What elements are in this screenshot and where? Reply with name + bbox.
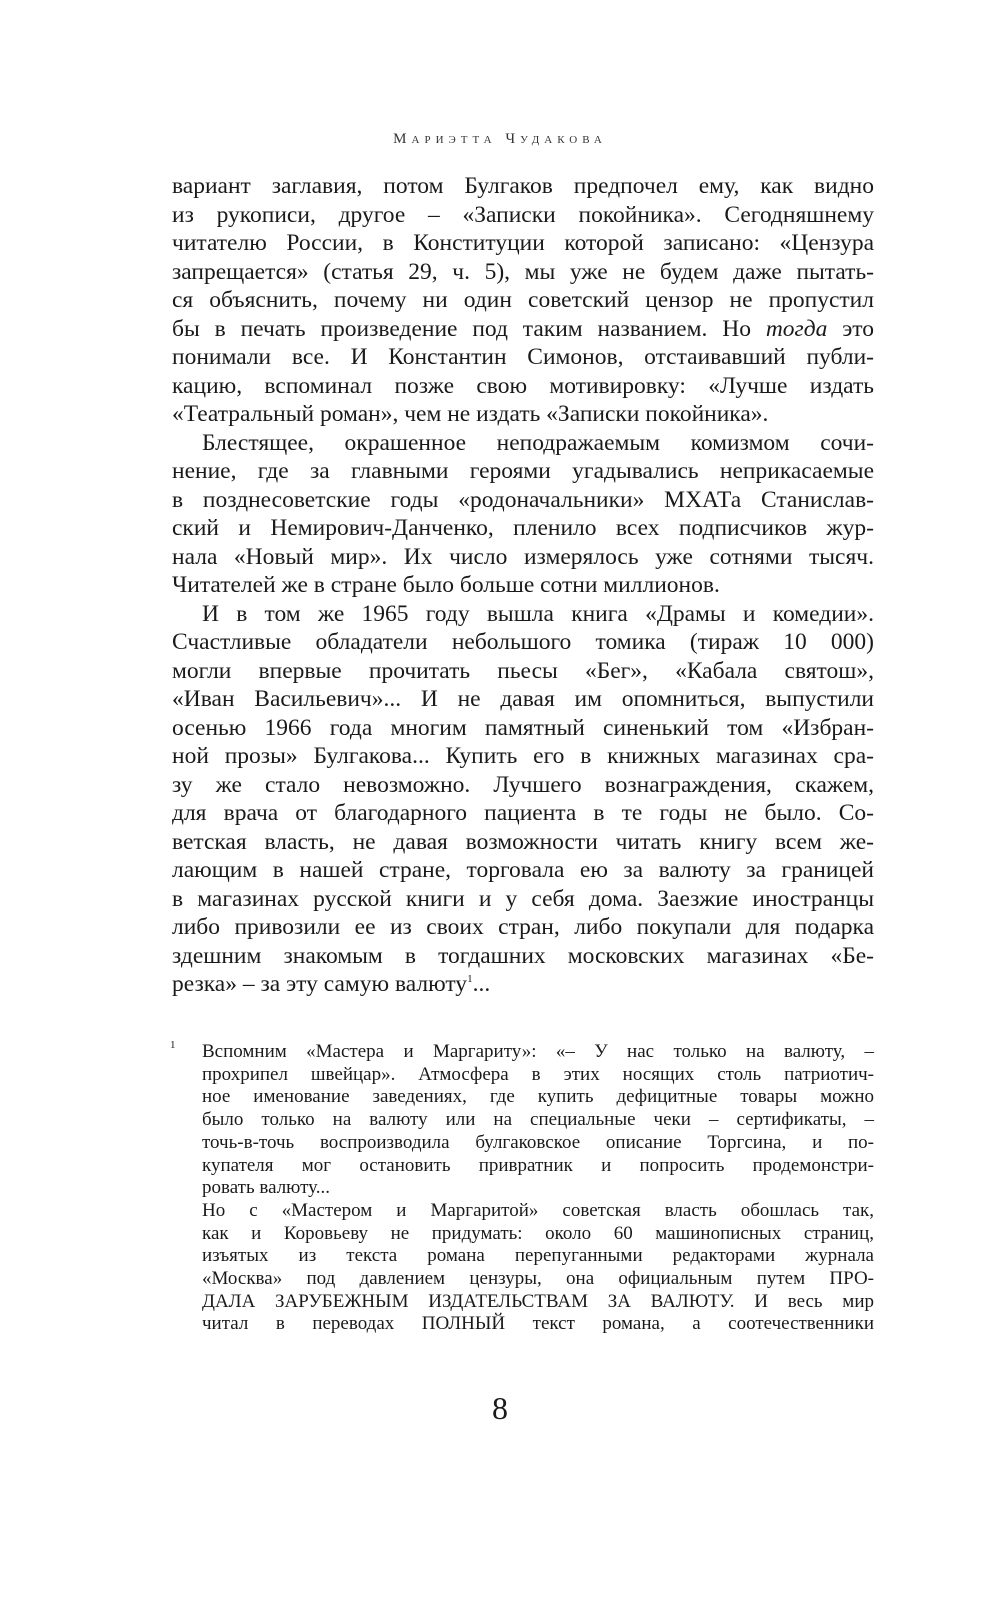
text-line: «Иван Васильевич»... И не давая им опомниться, выпустили (172, 686, 874, 712)
text-line: Блестящее, окрашенное неподражаемым комизмом сочи- (202, 429, 874, 456)
text-line: осенью 1966 года многим памятный синенький том «Избран- (172, 714, 874, 741)
text-line: ветская власть, не давая возможности читать книгу всем же- (172, 828, 874, 855)
text-line (172, 315, 874, 344)
text-line: нение, где за главными героями угадывались неприкасаемые (172, 458, 874, 484)
footnote-line: читал в переводах ПОЛНЫЙ текст романа, а соотечественники (202, 1313, 874, 1335)
text-line: лающим в нашей стране, торговала ею за валюту за границей (172, 857, 874, 883)
footnote-line: Но с «Мастером и Маргаритой» советская власть обошлась так, (202, 1199, 874, 1221)
text-line: могли впервые прочитать пьесы «Бег», «Кабала святош», (172, 657, 874, 684)
running-header: Мариэтта Чудакова (393, 131, 607, 147)
footnote-line: ное именование заведениях, где купить дефицитные товары можно (202, 1086, 874, 1108)
text-line: «Театральный роман», чем не издать «Записки покойника». (172, 401, 769, 427)
footnote (202, 1041, 874, 1336)
text-line: кацию, вспоминал позже свою мотивировку: «Лучше издать (172, 372, 874, 399)
footnote-line: ДАЛА ЗАРУБЕЖНЫМ ИЗДАТЕЛЬСТВАМ ЗА ВАЛЮТУ. И весь мир (202, 1290, 874, 1312)
page-number: 8 (492, 1390, 508, 1426)
text-line: Читателей же в стране было больше сотни миллионов. (172, 572, 720, 598)
text-line: зу же стало невозможно. Лучшего вознаграждения, скажем, (172, 771, 874, 798)
text-segment: резка» – за эту самую валюту (172, 971, 468, 997)
footnote-number: 1 (170, 1039, 176, 1051)
text-line: И в том же 1965 году вышла книга «Драмы и комедии». (202, 600, 874, 627)
footnote-line: купателя мог остановить привратник и попросить продемонстри- (202, 1154, 874, 1176)
text-segment: это (827, 315, 875, 342)
text-line: ной прозы» Булгакова... Купить его в книжных магазинах сра- (172, 743, 874, 769)
text-line: запрещается» (статья 29, ч. 5), мы уже не будем даже пытать- (172, 258, 874, 285)
footnote-line: изъятых из текста романа перепуганными редакторами журнала (202, 1245, 874, 1267)
footnote-ref[interactable]: 1 (467, 973, 473, 986)
text-segment: ... (472, 971, 491, 997)
text-line: вариант заглавия, потом Булгаков предпочел ему, как видно (172, 173, 874, 199)
footnote-line: точь-в-точь воспроизводила булгаковское описание Торгсина, и по- (202, 1131, 874, 1153)
italic-word: тогда (765, 315, 828, 342)
text-line: нала «Новый мир». Их число измерялось уже сотнями тысяч. (172, 543, 874, 570)
text-segment: бы в печать произведение под таким названием. Но (172, 315, 766, 342)
footnote-line: прохрипел швейцар». Атмосфера в этих носящих столь патриотич- (202, 1063, 874, 1085)
text-line (172, 970, 874, 999)
text-line: для врача от благодарного пациента в те годы не было. Со- (172, 800, 874, 826)
text-line: в магазинах русской книги и у себя дома. Заезжие иностранцы (172, 885, 874, 912)
footnote-line: ровать валюту... (202, 1177, 331, 1199)
text-line: либо привозили ее из своих стран, либо покупали для подарка (172, 914, 874, 940)
text-line: в позднесоветские годы «родоначальники» МХАТа Станислав- (172, 486, 874, 513)
footnote-line: Вспомним «Мастера и Маргариту»: «– У нас только на валюту, – (202, 1041, 874, 1062)
text-line: здешним знакомым в тогдашних московских магазинах «Бе- (172, 942, 874, 969)
text-line: из рукописи, другое – «Записки покойника». Сегодняшнему (172, 201, 874, 228)
text-line: ский и Немирович-Данченко, пленило всех подписчиков жур- (172, 515, 874, 541)
body-text (172, 172, 874, 999)
text-line: понимали все. И Константин Симонов, отстаивавший публи- (172, 344, 874, 370)
text-line: ся объяснить, почему ни один советский цензор не пропустил (172, 287, 874, 313)
footnote-line: «Москва» под давлением цензуры, она официальным путем ПРО- (202, 1268, 874, 1290)
footnote-line: как и Коровьеву не придумать: около 60 машинописных страниц, (202, 1222, 874, 1244)
text-line: читателю России, в Конституции которой записано: «Цензура (172, 230, 874, 256)
text-line: Счастливые обладатели небольшого томика (тираж 10 000) (172, 629, 874, 655)
footnote-line: было только на валюту или на специальные чеки – сертификаты, – (202, 1109, 874, 1131)
